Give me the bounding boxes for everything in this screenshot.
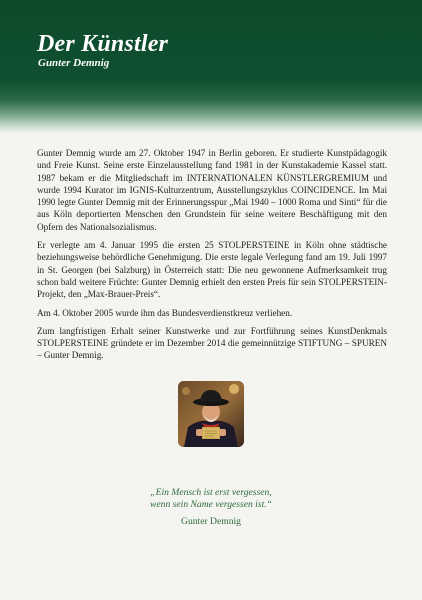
- page-subtitle: Gunter Demnig: [38, 57, 110, 69]
- paragraph-1: Gunter Demnig wurde am 27. Oktober 1947 in Berlin geboren. Er studierte Kunstpädagogik und Freie Kunst. Seine erste Einzelausstellung fand 1981 in der Kunstakademie Kassel statt. 1987 bekam er die Mitgliedschaft im INTERNATIONALEN KÜNSTLERGREMIUM und wurde 1994 Kurator im IGNIS-Kulturzentrum, Ausstellungszyklus COINCIDENCE. Im Mai 1990 legte Gunter Demnig mit der Erinnerungsspur „Mai 1940 – 1000 Roma und Sinti“ für die aus Köln deportierten Menschen den Grundstein für seine weitere Beschäftigung mit den Opfern des Nationalsozialismus.: [37, 148, 387, 232]
- quote-block: [0, 487, 422, 511]
- quote-line-2: wenn sein Name vergessen ist.“: [150, 499, 272, 510]
- biography-text: [37, 147, 387, 362]
- paragraph-3: Am 4. Oktober 2005 wurde ihm das Bundesverdienstkreuz verliehen.: [37, 307, 293, 318]
- paragraph-4: Zum langfristigen Erhalt seiner Kunstwerke und zur Fortführung seines KunstDenkmals STOLPERSTEINE gründete er im Dezember 2014 die gemeinnützige STIFTUNG – SPUREN – Gunter Demnig.: [37, 325, 387, 361]
- portrait-photo-icon: [178, 381, 244, 447]
- header-banner: [0, 0, 422, 134]
- quote-author: Gunter Demnig: [181, 516, 241, 527]
- quote-line-1: „Ein Mensch ist erst vergessen,: [150, 487, 272, 498]
- artist-portrait-photo: [178, 381, 244, 447]
- page-title: Der Künstler: [37, 31, 169, 57]
- paragraph-2: Er verlegte am 4. Januar 1995 die ersten 25 STOLPERSTEINE in Köln ohne städtische beziehungsweise behördliche Genehmigung. Die erste legale Verlegung fand am 19. Juli 1997 in St. Georgen (bei Salzburg) in Österreich statt: Die neu gewonnene Aufmerksamkeit trug schon bald weitere Früchte: Gunter Demnig erhielt den ersten Preis für sein STOLPERSTEIN-Projekt, den „Max-Brauer-Preis“.: [37, 240, 387, 300]
